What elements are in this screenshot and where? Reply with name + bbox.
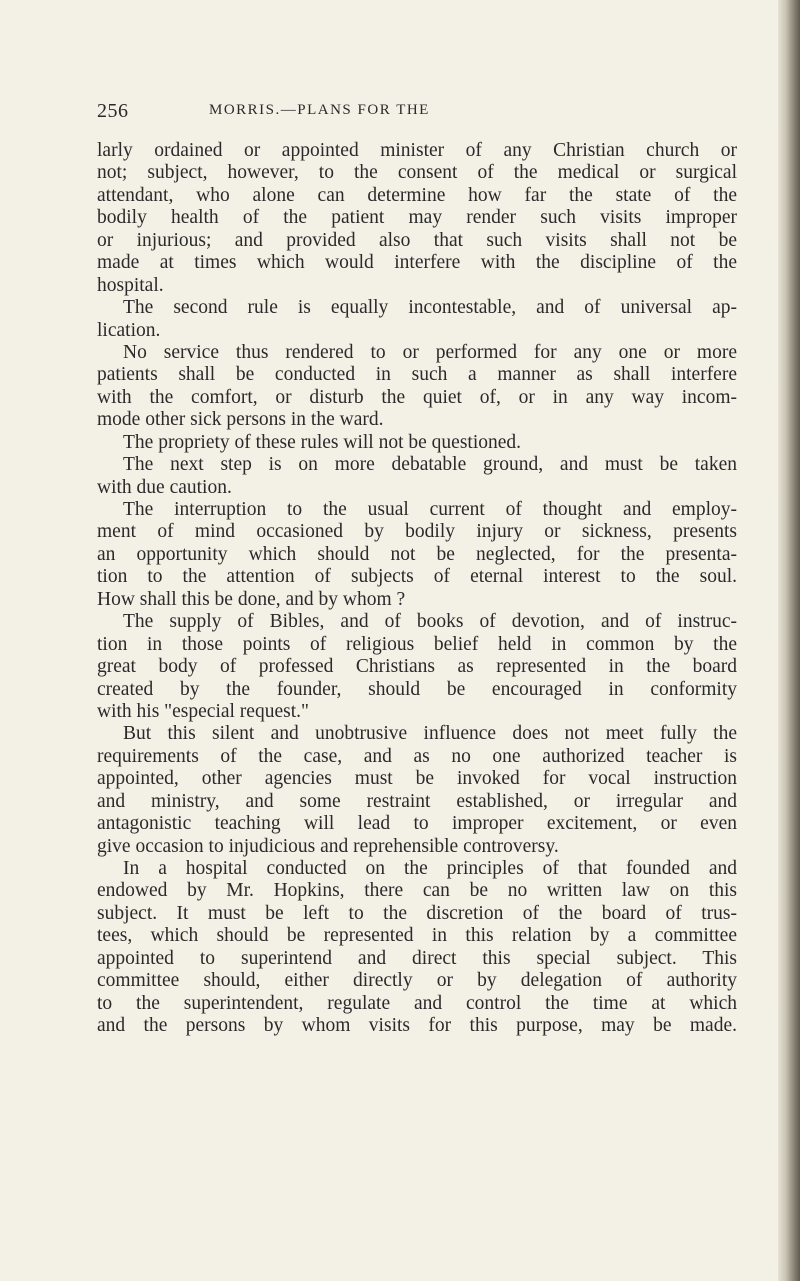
text-line: with due caution. <box>97 476 232 498</box>
text-line: committee should, either directly or by delegation of authority <box>97 970 737 992</box>
text-line: hospital. <box>97 274 164 296</box>
text-line: The propriety of these rules will not be questioned. <box>123 431 522 453</box>
text-line: give occasion to injudicious and reprehensible controversy. <box>97 835 559 857</box>
text-line: antagonistic teaching will lead to improper excitement, or even <box>97 813 737 835</box>
text-line: endowed by Mr. Hopkins, there can be no written law on this <box>97 880 737 902</box>
text-line: larly ordained or appointed minister of any Christian church or <box>97 140 737 161</box>
text-line: patients shall be conducted in such a manner as shall interfere <box>97 364 737 386</box>
text-line: appointed, other agencies must be invoked for vocal instruction <box>97 768 737 790</box>
text-line: tees, which should be represented in this relation by a committee <box>97 925 737 947</box>
text-line: and ministry, and some restraint established, or irregular and <box>97 790 737 812</box>
text-line: tion in those points of religious belief held in common by the <box>97 633 737 655</box>
running-head: MORRIS.—PLANS FOR THE <box>209 102 430 118</box>
text-line: How shall this be done, and by whom ? <box>97 588 406 610</box>
text-line: ment of mind occasioned by bodily injury or sickness, presents <box>97 521 737 543</box>
text-line: made at times which would interfere with the discipline of the <box>97 252 737 274</box>
text-line: appointed to superintend and direct this special subject. This <box>97 947 737 969</box>
text-line: attendant, who alone can determine how far the state of the <box>97 184 737 206</box>
text-line: created by the founder, should be encouraged in conformity <box>97 678 737 700</box>
text-line: to the superintendent, regulate and control the time at which <box>97 992 737 1014</box>
text-line: In a hospital conducted on the principles of that founded and <box>123 858 737 879</box>
text-line: No service thus rendered to or performed for any one or more <box>123 341 737 363</box>
text-line: The second rule is equally incontestable, and of universal ap- <box>123 297 737 319</box>
text-line: and the persons by whom visits for this purpose, may be made. <box>97 1015 737 1037</box>
text-line: with the comfort, or disturb the quiet of, or in any way incom- <box>97 386 737 408</box>
text-line: mode other sick persons in the ward. <box>97 409 384 431</box>
page-header <box>97 100 737 126</box>
text-line: an opportunity which should not be neglected, for the presenta- <box>97 543 737 565</box>
text-line: requirements of the case, and as no one authorized teacher is <box>97 745 737 767</box>
text-line: with his "especial request." <box>97 700 309 722</box>
page-edge <box>778 0 800 1281</box>
text-line: The next step is on more debatable ground, and must be taken <box>123 454 737 476</box>
body-text <box>97 140 737 1038</box>
page-number: 256 <box>97 100 129 122</box>
text-line: subject. It must be left to the discretion of the board of trus- <box>97 902 737 924</box>
text-line: not; subject, however, to the consent of the medical or surgical <box>97 162 737 184</box>
text-line: The interruption to the usual current of thought and employ- <box>123 499 737 520</box>
text-line: The supply of Bibles, and of books of devotion, and of instruc- <box>123 611 737 633</box>
text-line: lication. <box>97 319 161 341</box>
text-line: But this silent and unobtrusive influence does not meet fully the <box>123 723 737 745</box>
text-line: bodily health of the patient may render such visits improper <box>97 207 737 229</box>
text-line: or injurious; and provided also that such visits shall not be <box>97 229 737 251</box>
text-line: great body of professed Christians as represented in the board <box>97 656 737 678</box>
text-line: tion to the attention of subjects of eternal interest to the soul. <box>97 566 737 588</box>
